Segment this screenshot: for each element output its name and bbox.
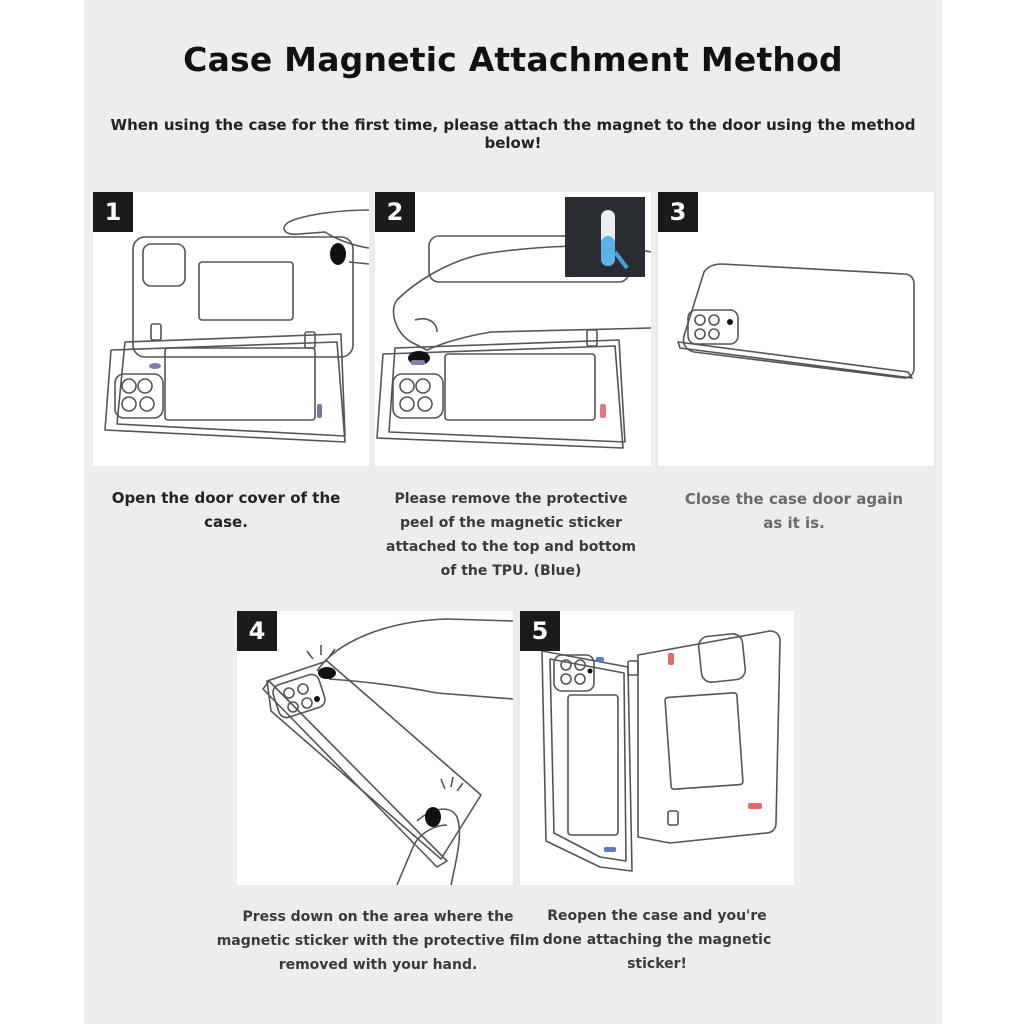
page-subtitle: When using the case for the first time, please attach the magnet to the door using the method below! — [110, 116, 916, 152]
step-4-caption-line: magnetic sticker with the protective film — [216, 933, 540, 949]
step-4-caption-line: Press down on the area where the — [242, 909, 514, 925]
step-3-illustration — [658, 192, 934, 466]
step-4-panel — [237, 611, 513, 885]
step-1-caption-line: Open the door cover of the case. — [111, 489, 341, 531]
step-5-caption-line: done attaching the magnetic — [542, 932, 772, 948]
step-3-caption — [666, 487, 922, 535]
step-5-badge: 5 — [520, 611, 560, 651]
step-2-caption — [385, 487, 637, 583]
step-4-illustration — [237, 611, 513, 885]
step-3-caption-line: as it is. — [763, 514, 825, 532]
magnet-closeup-inset — [565, 197, 645, 277]
step-4-caption — [208, 905, 548, 977]
step-1-illustration — [93, 192, 369, 466]
step-2-caption-line: Please remove the protective — [394, 491, 628, 507]
step-2-caption-line: attached to the top and bottom — [386, 539, 636, 555]
step-1-caption — [92, 486, 360, 534]
step-1-panel — [93, 192, 369, 466]
step-2-caption-line: peel of the magnetic sticker — [400, 515, 622, 531]
step-3-badge: 3 — [658, 192, 698, 232]
step-2-panel — [375, 192, 651, 466]
step-5-illustration — [520, 611, 794, 885]
step-1-badge: 1 — [93, 192, 133, 232]
step-5-panel — [520, 611, 794, 885]
step-2-badge: 2 — [375, 192, 415, 232]
step-5-caption-line: sticker! — [627, 956, 687, 972]
step-2-illustration — [375, 192, 651, 466]
step-5-caption-line: Reopen the case and you're — [547, 908, 767, 924]
step-3-caption-line: Close the case door again — [684, 490, 904, 508]
step-5-caption — [540, 904, 774, 976]
step-3-panel — [658, 192, 934, 466]
step-2-caption-line: of the TPU. (Blue) — [440, 563, 582, 579]
step-4-badge: 4 — [237, 611, 277, 651]
page-title: Case Magnetic Attachment Method — [183, 40, 843, 79]
step-4-caption-line: removed with your hand. — [278, 957, 478, 973]
